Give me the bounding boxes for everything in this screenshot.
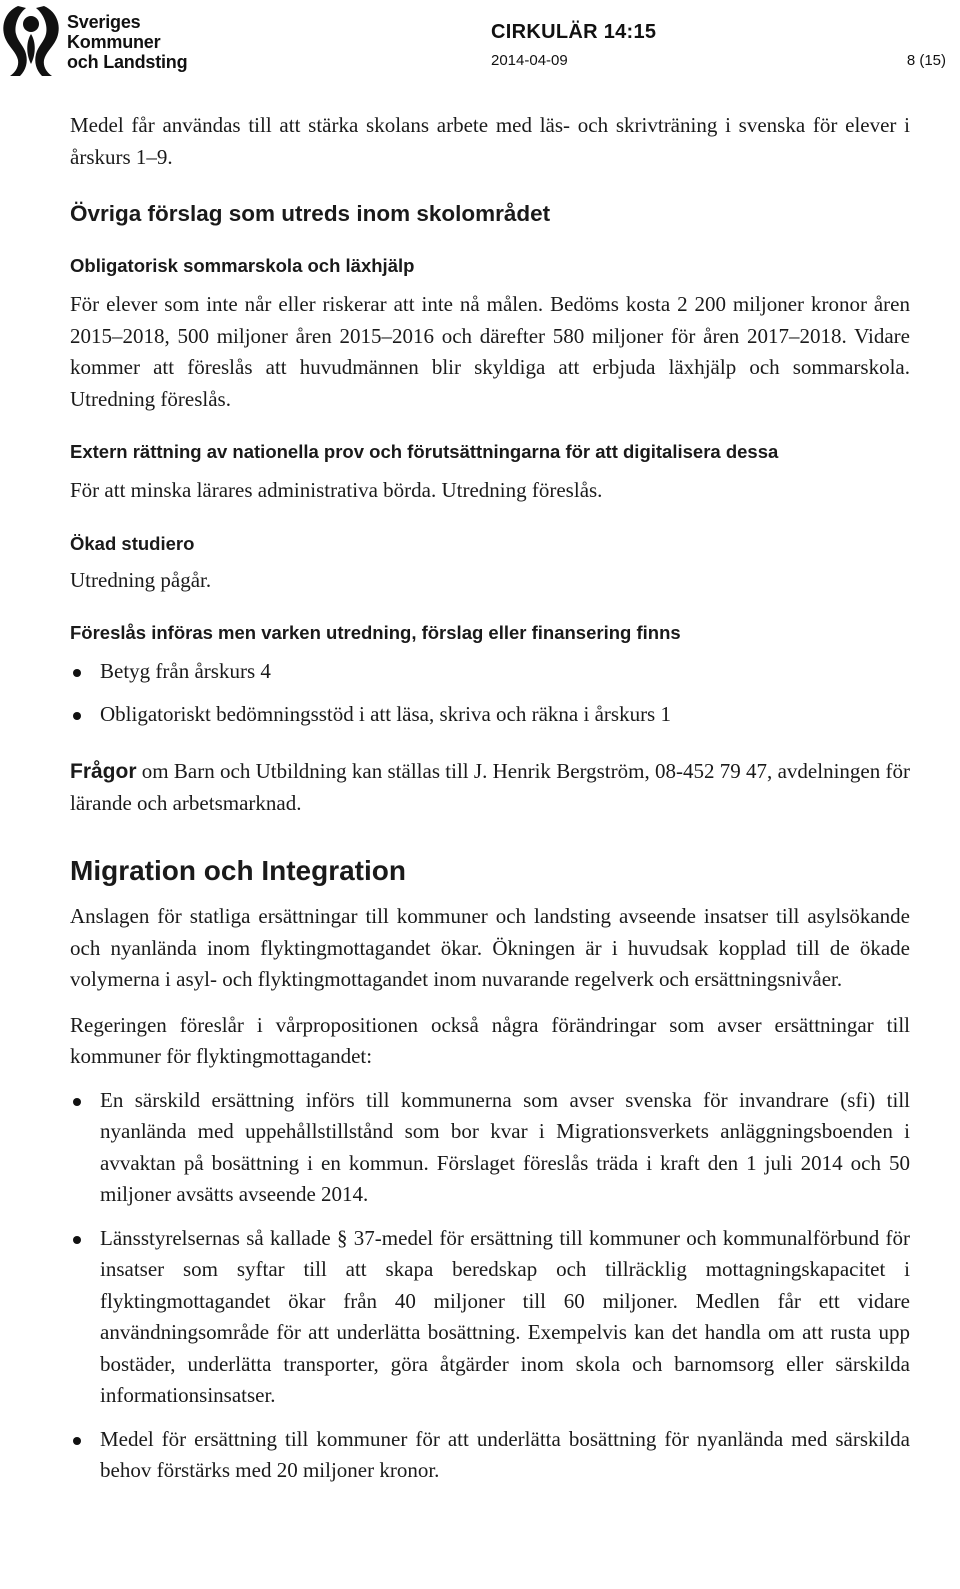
- logo-wordmark: [67, 12, 187, 72]
- page-number: 8 (15): [906, 52, 946, 69]
- paragraph-studiero: Utredning pågår.: [70, 567, 212, 592]
- document-body: [70, 110, 910, 1487]
- list-item-text: Obligatoriskt bedömningsstöd i att läsa, skriva och räkna i årskurs 1: [100, 701, 671, 726]
- heading-sommarskola: Obligatorisk sommarskola och läxhjälp: [70, 255, 415, 276]
- paragraph-migration-1: Anslagen för statliga ersättningar till kommuner och landsting avseende insatser till asylsökande och nyanlända inom flyktingmottagandet ökar. Ökningen är i huvudsak kopplad till de ökade volymerna i asyl- och flyktingmottagandet inom nuvarande regelverk och ersättningsnivåer.: [70, 904, 910, 991]
- heading-foreslas-inforas: Föreslås införas men varken utredning, förslag eller finansering finns: [70, 622, 681, 643]
- list-item-text: Betyg från årskurs 4: [100, 659, 271, 683]
- fragor-text: om Barn och Utbildning kan ställas till J. Henrik Bergström, 08-452 79 47, avdelningen för lärande och arbetsmarknad.: [70, 759, 910, 815]
- logo-line-1: Sveriges: [67, 12, 141, 32]
- list-item-text: En särskild ersättning införs till kommunerna som avser svenska för invandrare (sfi) till nyanlända med uppehållstillstånd som bor kvar i Migrationsverkets anläggningsboenden i avvaktan på bosättning i en kommun. Förslaget föreslås träda i kraft den 1 juli 2014 och 50 miljoner avsätts avseende 2014.: [100, 1087, 910, 1206]
- heading-migration: Migration och Integration: [70, 855, 406, 886]
- intro-paragraph: Medel får användas till att stärka skolans arbete med läs- och skrivträning i svenska för elever i årskurs 1–9.: [70, 113, 910, 169]
- list-migration: [70, 1085, 910, 1487]
- list-item: [70, 1424, 910, 1487]
- circular-date: 2014-04-09: [491, 52, 568, 69]
- list-item-text: Medel för ersättning till kommuner för att underlätta bosättning för nyanlända med särskilda behov förstärks med 20 miljoner kronor.: [100, 1426, 910, 1482]
- circular-title: CIRKULÄR 14:15: [491, 21, 657, 43]
- paragraph-sommarskola: För elever som inte når eller riskerar att inte nå målen. Bedöms kosta 2 200 miljoner kronor åren 2015–2018, 500 miljoner åren 2015–2016 och därefter 580 miljoner för åren 2017–2018. Vidare kommer att föreslås att huvudmännen blir skyldiga att erbjuda läxhjälp och sommarskola. Utredning föreslås.: [70, 292, 910, 411]
- skl-emblem-icon: [0, 2, 62, 78]
- list-item: [70, 1223, 910, 1412]
- heading-extern-rattning: Extern rättning av nationella prov och förutsättningarna för att digitalisera dessa: [70, 441, 779, 462]
- logo-line-2: Kommuner: [67, 32, 161, 52]
- list-item: [70, 699, 910, 731]
- skl-logo: [0, 2, 190, 78]
- contact-paragraph: [70, 756, 910, 819]
- heading-ovriga-forslag: Övriga förslag som utreds inom skolområdet: [70, 201, 551, 226]
- heading-studiero: Ökad studiero: [70, 532, 195, 554]
- list-item-text: Länsstyrelsernas så kallade § 37-medel för ersättning till kommuner och kommunalförbund för insatser som syftar till att skapa beredskap och tillräcklig mottagningskapacitet i flyktingmottagandet ökar från 40 miljoner till 60 miljoner. Medlen får ett vidare användningsområde för att underlätta bosättning. Exempelvis kan det handla om att rusta upp bostäder, underlätta transporter, göra åtgärder inom skola och barnomsorg eller särskilda informationsinsatser.: [100, 1225, 910, 1407]
- fragor-label: Frågor: [70, 760, 137, 783]
- paragraph-extern-rattning: För att minska lärares administrativa börda. Utredning föreslås.: [70, 478, 603, 502]
- list-item: [70, 656, 910, 688]
- list-item: [70, 1085, 910, 1211]
- logo-line-3: och Landsting: [67, 52, 188, 72]
- page-header: [0, 0, 960, 80]
- paragraph-migration-2: Regeringen föreslår i vårpropositionen också några förändringar som avser ersättningar till kommuner för flyktingmottagandet:: [70, 1012, 910, 1068]
- list-foreslas: [70, 656, 910, 730]
